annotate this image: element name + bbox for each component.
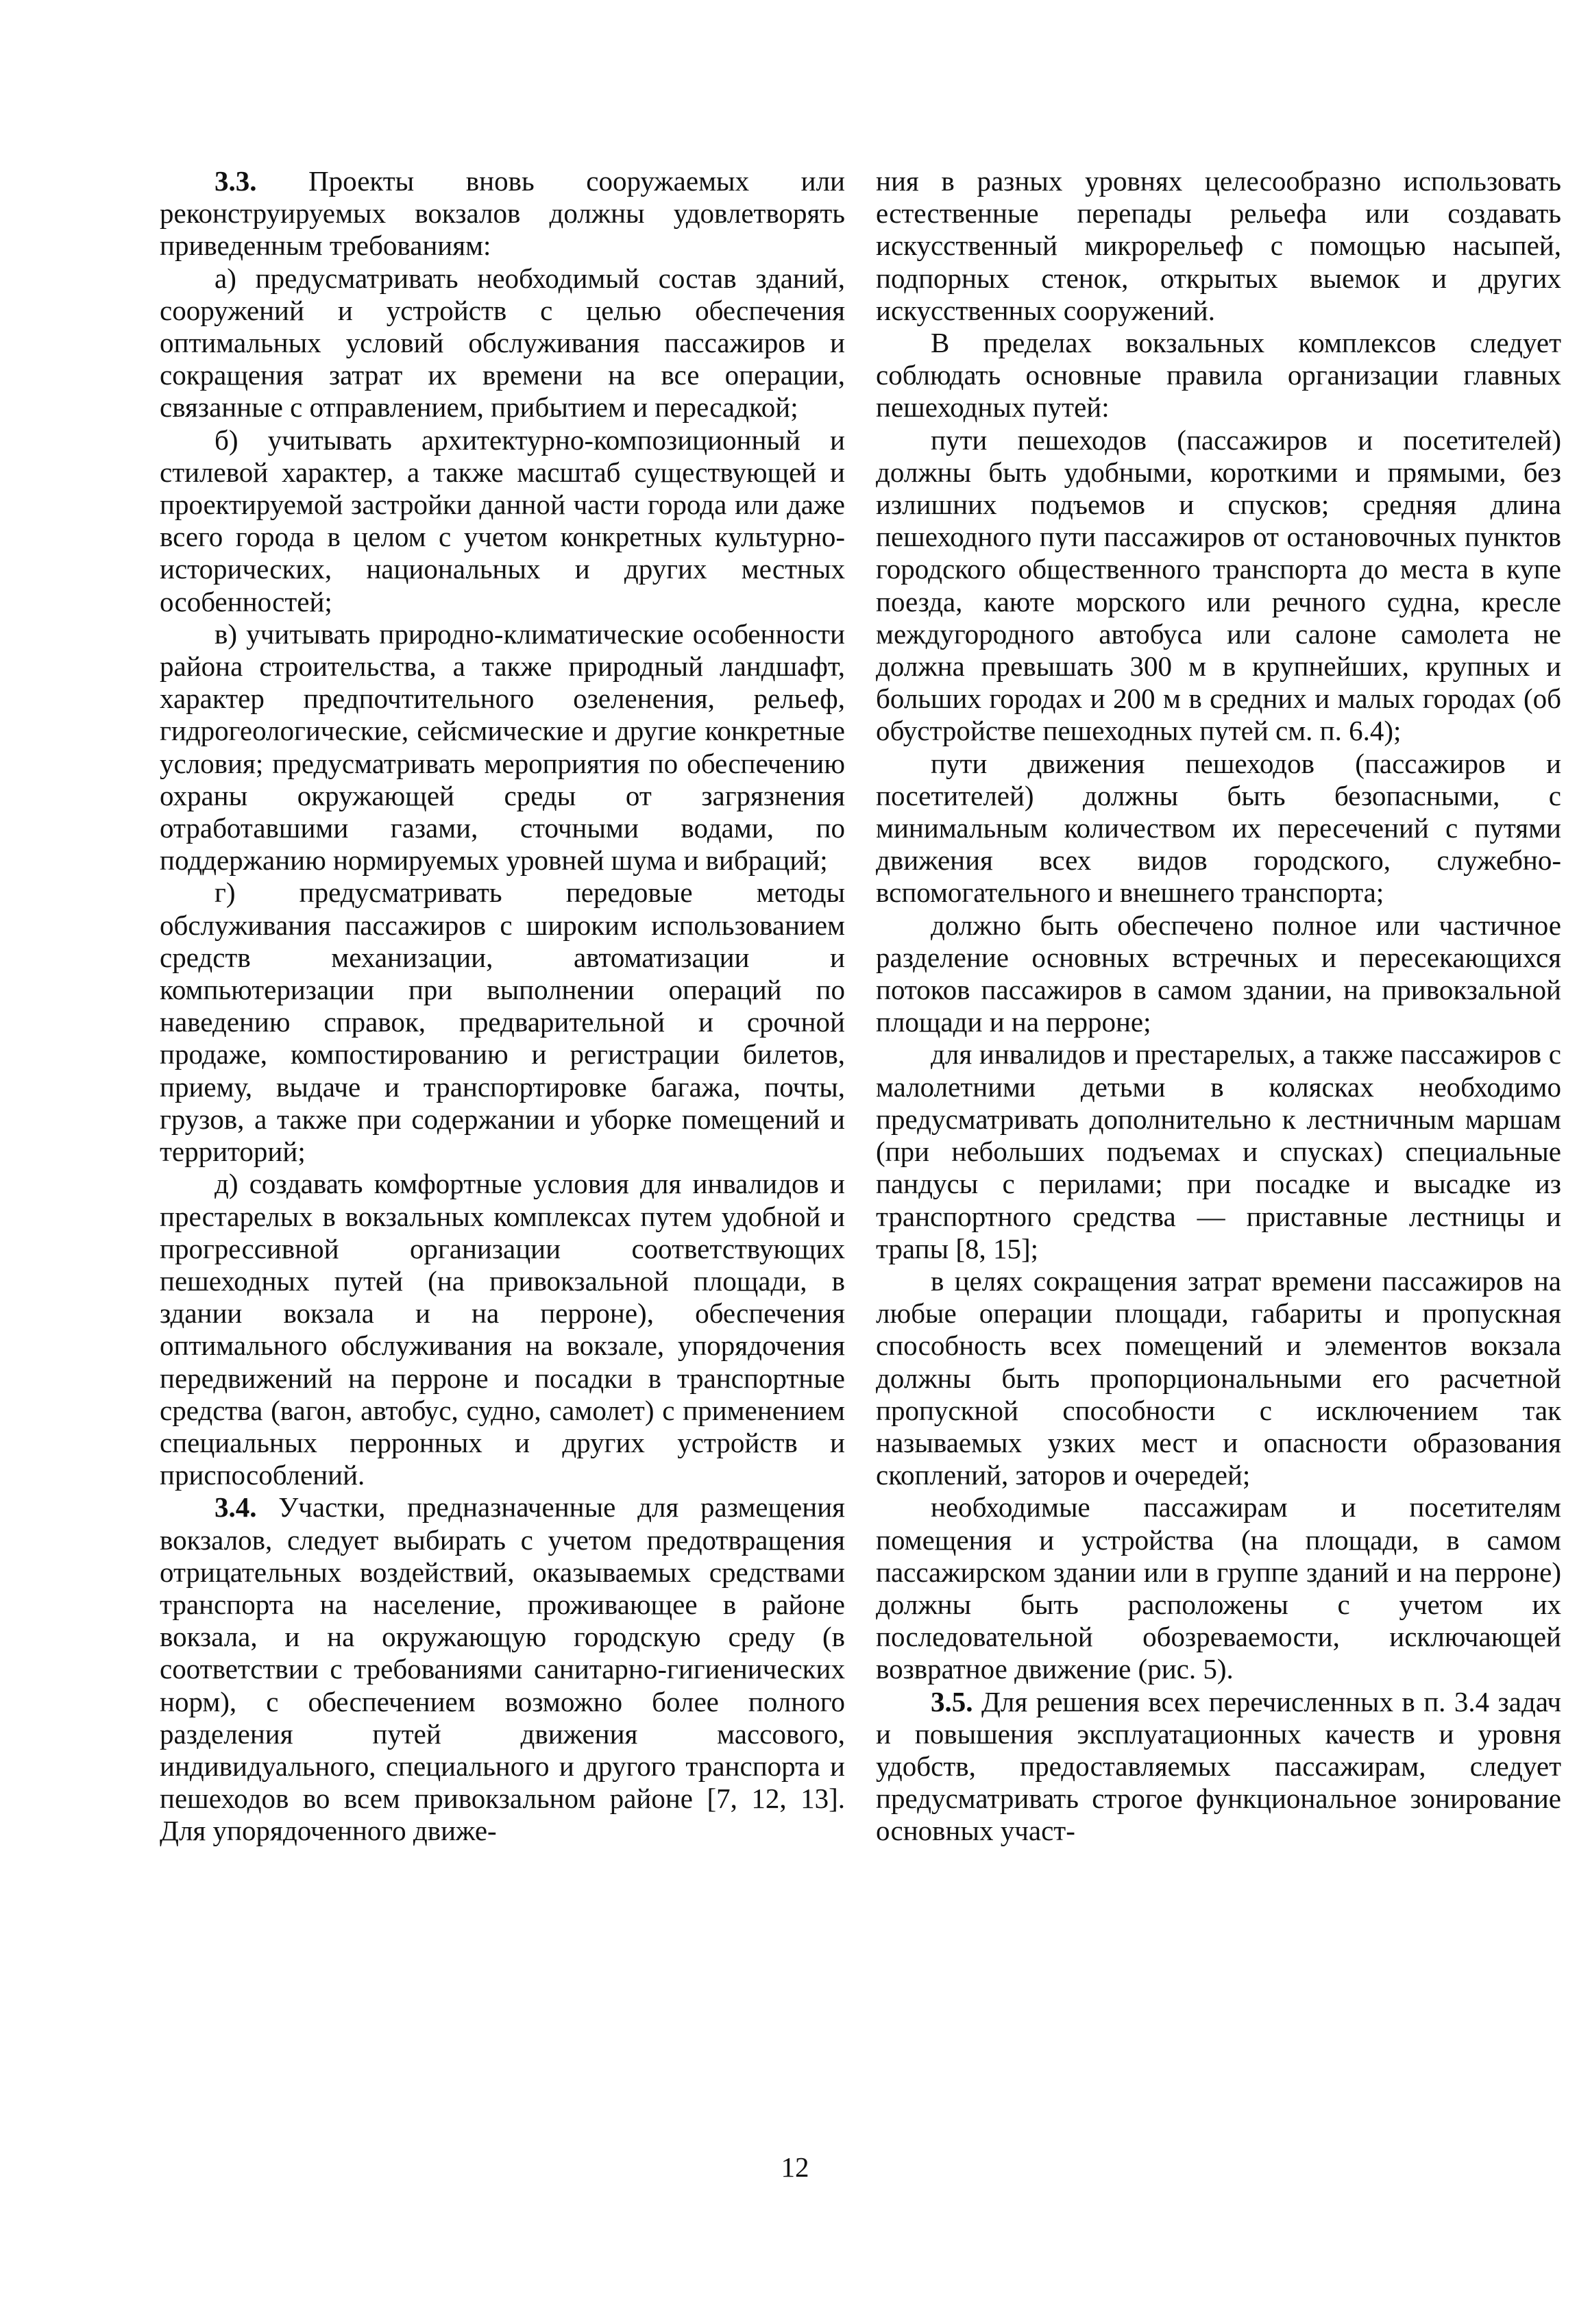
section-number: 3.5. [931,1685,973,1717]
paragraph-disabled-access: для инвалидов и престарелых, а также пассажиров с малолетними детьми в колясках необходимо предусматривать дополнительно к лестничным маршам (при небольших подъемах и спусках) специальные пандусы с перилами; при посадке и высадке из транспортного средства — приставные лестницы и трапы [8, 15]; [876,1038,1561,1264]
paragraph-flow-separation: должно быть обеспечено полное или частичное разделение основных встречных и пересекающихся потоков пассажиров в самом здании, на привокзальной площади и на перроне; [876,909,1561,1038]
section-number: 3.4. [215,1491,257,1524]
paragraph-text: Участки, предназначенные для размещения вокзалов, следует выбирать с учетом предотвращения отрицательных воздействий, оказываемых средствами транспорта на население, проживающее в районе вокзала, и на окружающую городскую среду (в соответствии с требованиями санитарно-гигиенических норм), с обеспечением возможно более полного разделения путей движения массового, индивидуального, специального и другого транспорта и пешеходов во всем привокзальном районе [7, 12, 13]. Для упорядоченного движе- [160,1491,845,1847]
paragraph-paths-convenient: пути пешеходов (пассажиров и посетителей) должны быть удобными, короткими и прямыми, без излишних подъемов и спусков; средняя длина пешеходного пути пассажиров от остановочных пунктов городского общественного транспорта до места в купе поезда, каюте морского или речного судна, кресле междугородного автобуса или салоне самолета не должна превышать 300 м в крупнейших, крупных и больших городах и 200 м в средних и малых городах (об обустройстве пешеходных путей см. п. 6.4); [876,424,1561,747]
right-text-column [876,165,1561,1848]
paragraph-paths-safe: пути движения пешеходов (пассажиров и посетителей) должны быть безопасными, с минимальным количеством их пересечений с путями движения всех видов городского, служебно-вспомогательного и внешнего транспорта; [876,747,1561,909]
paragraph-pedestrian-rules: В пределах вокзальных комплексов следует соблюдать основные правила организации главных пешеходных путей: [876,327,1561,424]
paragraph-item-d: д) создавать комфортные условия для инвалидов и престарелых в вокзальных комплексах путем удобной и прогрессивной организации соответствующих пешеходных путей (на привокзальной площади, в здании вокзала и на перроне), обеспечения оптимального обслуживания на вокзале, упорядочения передвижений на перроне и посадки в транспортные средства (вагон, автобус, судно, самолет) с применением специальных перронных и других устройств и приспособлений. [160,1168,845,1491]
paragraph-text: Проекты вновь сооружаемых или реконструируемых вокзалов должны удовлетворять приведенным требованиям: [160,165,845,262]
paragraph-text: Для решения всех перечисленных в п. 3.4 задач и повышения эксплуатационных качеств и уровня удобств, предоставляемых пассажирам, следует предусматривать строгое функциональное зонирование основных участ- [876,1685,1561,1847]
paragraph-continuation: ния в разных уровнях целесообразно использовать естественные перепады рельефа или создавать искусственный микрорельеф с помощью насыпей, подпорных стенок, открытых выемок и других искусственных сооружений. [876,165,1561,326]
paragraph-item-b: б) учитывать архитектурно-композиционный и стилевой характер, а также масштаб существующей и проектируемой застройки данной части города или даже всего города в целом с учетом конкретных культурно-исторических, национальных и других местных особенностей; [160,424,845,617]
paragraph-3-4 [160,1491,845,1847]
paragraph-time-savings: в целях сокращения затрат времени пассажиров на любые операции площади, габариты и пропускная способность всех помещений и элементов вокзала должны быть пропорциональными его расчетной пропускной способности с исключением так называемых узких мест и опасности образования скоплений, заторов и очередей; [876,1264,1561,1491]
paragraph-item-g: г) предусматривать передовые методы обслуживания пассажиров с широким использованием средств механизации, автоматизации и компьютеризации при выполнении операций по наведению справок, предварительной и срочной продаже, компостированию и регистрации билетов, приему, выдаче и транспортировке багажа, почты, грузов, а также при содержании и уборке помещений и территорий; [160,877,845,1168]
paragraph-3-5 [876,1686,1561,1848]
paragraph-sequential-layout: необходимые пассажирам и посетителям помещения и устройства (на площади, в самом пассажирском здании или в группе зданий и на перроне) должны быть расположены с учетом их последовательной обозреваемости, исключающей возвратное движение (рис. 5). [876,1491,1561,1685]
paragraph-3-3 [160,165,845,262]
page-number: 12 [781,2151,809,2183]
section-number: 3.3. [215,165,257,197]
paragraph-item-v: в) учитывать природно-климатические особенности района строительства, а также природный ландшафт, характер предпочтительного озеленения, рельеф, гидрогеологические, сейсмические и другие конкретные условия; предусматривать мероприятия по обеспечению охраны окружающей среды от загрязнения отработавшими газами, сточными водами, по поддержанию нормируемых уровней шума и вибраций; [160,617,845,877]
paragraph-item-a: а) предусматривать необходимый состав зданий, сооружений и устройств с целью обеспечения оптимальных условий обслуживания пассажиров и сокращения затрат их времени на все операции, связанные с отправлением, прибытием и пересадкой; [160,262,845,424]
left-text-column [160,165,845,1848]
